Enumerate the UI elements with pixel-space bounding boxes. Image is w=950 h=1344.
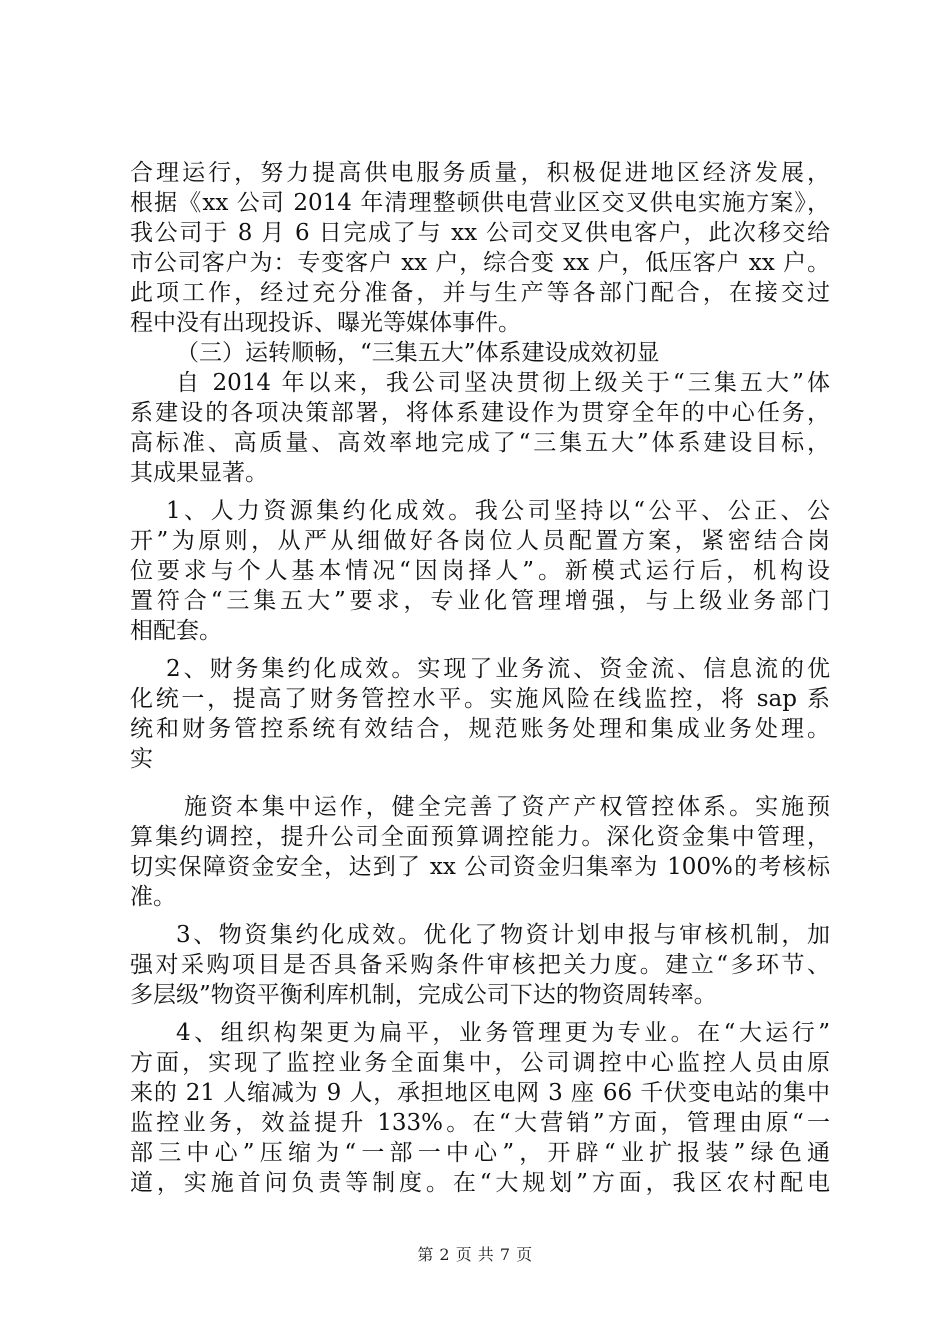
text-line: 高标准、高质量、高效率地完成了“三集五大”体系建设目标， <box>130 430 830 456</box>
text-line: 位要求与个人基本情况“因岗择人”。新模式运行后，机构设 <box>130 558 830 584</box>
text-line: 其成果显著。 <box>130 460 268 486</box>
text-line: 部三中心”压缩为“一部一中心”，开辟“业扩报装”绿色通 <box>130 1140 830 1166</box>
text-line: 准。 <box>130 884 176 910</box>
section-heading: （三）运转顺畅，“三集五大”体系建设成效初显 <box>176 340 660 366</box>
text-line: 监控业务，效益提升 133%。在“大营销”方面，管理由原“一 <box>130 1110 830 1136</box>
page-number: 第 2 页 共 7 页 <box>417 1245 533 1264</box>
text-line: 多层级”物资平衡利库机制，完成公司下达的物资周转率。 <box>130 982 717 1008</box>
text-line: 系建设的各项决策部署，将体系建设作为贯穿全年的中心任务， <box>130 400 830 426</box>
text-line: 方面，实现了监控业务全面集中，公司调控中心监控人员由原 <box>130 1050 830 1076</box>
text-line: 道，实施首问负责等制度。在“大规划”方面，我区农村配电 <box>130 1170 830 1196</box>
text-line: 强对采购项目是否具备采购条件审核把关力度。建立“多环节、 <box>130 952 830 978</box>
text-line: 我公司于 8 月 6 日完成了与 xx 公司交叉供电客户，此次移交给 <box>130 220 830 246</box>
text-line: 市公司客户为：专变客户 xx 户，综合变 xx 户，低压客户 xx 户。 <box>130 250 830 276</box>
text-line: 实 <box>130 746 153 772</box>
paragraph-first-line: 2、财务集约化成效。实现了业务流、资金流、信息流的优 <box>166 656 830 682</box>
text-line: 相配套。 <box>130 618 222 644</box>
paragraph-first-line: 自 2014 年以来，我公司坚决贯彻上级关于“三集五大”体 <box>176 370 830 396</box>
text-line: 合理运行，努力提高供电服务质量，积极促进地区经济发展， <box>130 160 830 186</box>
paragraph-first-line: 施资本集中运作，健全完善了资产产权管控体系。实施预 <box>184 794 830 820</box>
text-line: 根据《xx 公司 2014 年清理整顿供电营业区交叉供电实施方案》， <box>130 190 830 216</box>
text-line: 置符合“三集五大”要求，专业化管理增强，与上级业务部门 <box>130 588 830 614</box>
text-line: 切实保障资金安全，达到了 xx 公司资金归集率为 100%的考核标 <box>130 854 830 880</box>
text-line: 开”为原则，从严从细做好各岗位人员配置方案，紧密结合岗 <box>130 528 830 554</box>
paragraph-first-line: 1、人力资源集约化成效。我公司坚持以“公平、公正、公 <box>166 498 830 524</box>
text-line: 此项工作，经过充分准备，并与生产等各部门配合，在接交过 <box>130 280 830 306</box>
text-line: 化统一，提高了财务管控水平。实施风险在线监控，将 sap 系 <box>130 686 830 712</box>
text-line: 来的 21 人缩减为 9 人，承担地区电网 3 座 66 千伏变电站的集中 <box>130 1080 830 1106</box>
paragraph-first-line: 3、物资集约化成效。优化了物资计划申报与审核机制，加 <box>176 922 830 948</box>
text-line: 程中没有出现投诉、曝光等媒体事件。 <box>130 310 521 336</box>
document-body <box>130 158 830 1198</box>
text-line: 统和财务管控系统有效结合，规范账务处理和集成业务处理。 <box>130 716 830 742</box>
text-line: 算集约调控，提升公司全面预算调控能力。深化资金集中管理， <box>130 824 830 850</box>
paragraph-first-line: 4、组织构架更为扁平，业务管理更为专业。在“大运行” <box>176 1020 830 1046</box>
